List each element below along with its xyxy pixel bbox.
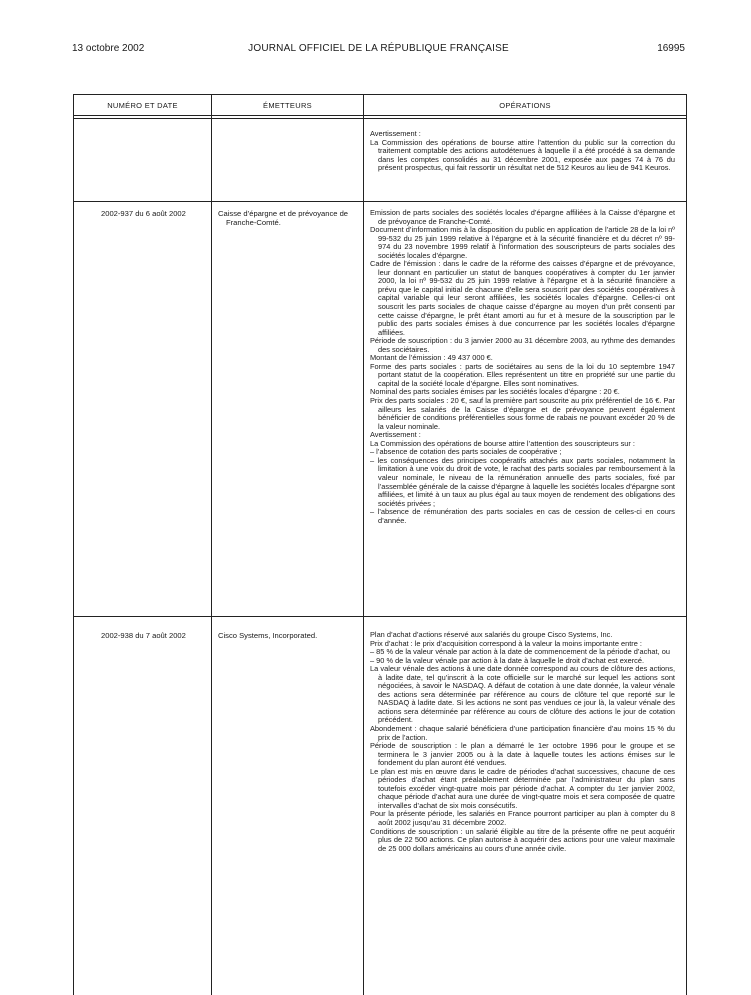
paragraph: Avertissement : <box>370 129 421 138</box>
issuer-name: Caisse d’épargne et de prévoyance de Franche-Comté. <box>218 209 349 227</box>
paragraph: Plan d’achat d’actions réservé aux salariés du groupe Cisco Systems, Inc. <box>370 630 613 639</box>
list-item: – l’absence de cotation des parts sociales de coopérative ; <box>370 447 562 457</box>
column-header-issuers: ÉMETTEURS <box>263 101 312 110</box>
operations-cell <box>370 631 675 853</box>
paragraph: La valeur vénale des actions à une date donnée correspond au cours de clôture des actions, à ladite date, tel qu’inscrit à la cote officielle sur le marché sur lequel les actions sont négociées, à savoir le NASDAQ. A défaut de cotation à une date donnée, la valeur vénale des actions sera déterminée par référence au cours de clôture tel que reporté sur le NASDAQ à ladite date. Si les actions ne sont pas vendues ce jour là, la valeur vénale des actions sera déterminée par référence au cours de clôture des actions le jour de cotation précédent. <box>370 664 675 725</box>
operations-cell <box>370 130 675 173</box>
operation-number: 2002-937 du 6 août 2002 <box>101 209 186 218</box>
paragraph: Montant de l’émission : 49 437 000 €. <box>370 353 493 363</box>
header-rule <box>74 118 686 119</box>
journal-title: JOURNAL OFFICIEL DE LA RÉPUBLIQUE FRANÇAISE <box>248 43 509 54</box>
row-divider <box>74 616 686 617</box>
row-divider <box>74 201 686 202</box>
paragraph: La Commission des opérations de bourse attire l’attention des souscripteurs sur : <box>370 438 635 448</box>
paragraph: Pour la présente période, les salariés en France pourront participer au plan à compter du 8 août 2002 jusqu’au 31 décembre 2002. <box>370 809 675 828</box>
list-item: – les conséquences des principes coopératifs attachés aux parts sociales, notamment la limitation à une voix du droit de vote, le rachat des parts sociales par remboursement à la valeur nominale, le niveau de la rémunération annuelle des parts sociales, fixé par l’assemblée générale de la caisse d’épargne à laquelle les sociétés locales d’épargne sont affiliées, et limité à un taux au plus égal au taux moyen de rendement des obligations des sociétés privées ; <box>370 455 675 508</box>
issuer-name: Cisco Systems, Incorporated. <box>218 631 318 640</box>
paragraph: Le plan est mis en œuvre dans le cadre de périodes d’achat successives, chacune de ces périodes d’achat étant préalablement déterminée par l’administrateur du plan sans toutefois excéder vingt-quatre mois par période d’achat. A compter du 1er janvier 2002, chaque période d’achat aura une durée de vingt-quatre mois et sera composée de quatre intervalles d’achat de six mois consécutifs. <box>370 766 675 810</box>
paragraph: Document d’information mis à la disposition du public en application de l’article 28 de la loi nº 99-532 du 25 juin 1999 relative à l’épargne et à la sécurité financière et du décret nº 99-974 du 23 novembre 1999 relatif à l’information des souscripteurs de parts sociales des sociétés locales d’épargne. <box>370 225 675 260</box>
paragraph: Nominal des parts sociales émises par les sociétés locales d’épargne : 20 €. <box>370 387 620 397</box>
page-number: 16995 <box>657 43 685 54</box>
paragraph: Prix d’achat : le prix d’acquisition correspond à la valeur la moins importante entre : <box>370 638 642 648</box>
header-date: 13 octobre 2002 <box>72 43 145 54</box>
paragraph: La Commission des opérations de bourse attire l’attention du public sur la correction du traitement comptable des actions autodétenues à laquelle il a été procédé à sa demande dans les comptes consolidés au 31 décembre 2001, exposée aux pages 74 à 76 du présent prospectus, qui fait ressortir un résultat net de 512 Keuros au lieu de 941 Keuros. <box>370 137 675 173</box>
header-rule <box>74 115 686 116</box>
column-header-operations: OPÉRATIONS <box>499 101 551 110</box>
operations-table <box>73 94 687 995</box>
page-header <box>72 43 685 57</box>
column-header-number: NUMÉRO ET DATE <box>107 101 178 110</box>
operation-number: 2002-938 du 7 août 2002 <box>101 631 186 640</box>
paragraph: Avertissement : <box>370 430 421 440</box>
list-item: – 85 % de la valeur vénale par action à la date de commencement de la période d’achat, ou <box>370 647 670 657</box>
column-divider <box>363 95 364 995</box>
paragraph: Cadre de l’émission : dans le cadre de la réforme des caisses d’épargne et de prévoyance, leur donnant en particulier un statut de banques coopératives à compter du 1er janvier 2000, la loi nº 99-532 du 25 juin 1999 relative à l’épargne et à la sécurité financière a prévu que le capital initial de chacune d’elle sera souscrit par des sociétés coopératives à capital variable qui leur seront affiliées, les sociétés locales d’épargne. Celles-ci ont souscrit les parts sociales de chaque caisse d’épargne au moyen d’un prêt consenti par cette caisse d’épargne, le prêt étant amorti au fur et à mesure de la souscription par le public des parts sociales émises à due concurrence par les sociétés locales d’épargne affiliées. <box>370 259 675 337</box>
list-item: – 90 % de la valeur vénale par action à la date à laquelle le droit d’achat est exercé. <box>370 655 645 665</box>
paragraph: Emission de parts sociales des sociétés locales d’épargne affiliées à la Caisse d’épargne et de prévoyance de Franche-Comté. <box>370 208 675 226</box>
paragraph: Période de souscription : le plan a démarré le 1er octobre 1996 pour le groupe et se terminera le 3 janvier 2005 ou à la date à laquelle toutes les actions émises sur le fondement du plan auront été vendues. <box>370 741 675 768</box>
paragraph: Prix des parts sociales : 20 €, sauf la première part souscrite au prix préférentiel de 16 €. Par ailleurs les salariés de la Caisse d’épargne et de prévoyance peuvent également bénéficier de conditions préférentielles sous forme de rabais ne pouvant excéder 20 % de la valeur nominale. <box>370 396 675 431</box>
paragraph: Conditions de souscription : un salarié éligible au titre de la présente offre ne peut acquérir plus de 22 500 actions. Ce plan autorise à acquérir des actions pour une valeur maximale de 25 000 dollars américains au cours d’une année civile. <box>370 826 675 853</box>
paragraph: Forme des parts sociales : parts de sociétaires au sens de la loi du 10 septembre 1947 portant statut de la coopération. Elles représentent un titre en propriété sur une partie du capital de la société locale d’épargne. Elles sont nominatives. <box>370 361 675 388</box>
operations-cell <box>370 209 675 525</box>
column-divider <box>211 95 212 995</box>
paragraph: Période de souscription : du 3 janvier 2000 au 31 décembre 2003, au rythme des demandes des sociétaires. <box>370 336 675 354</box>
paragraph: Abondement : chaque salarié bénéficiera d’une participation financière d’au moins 15 % du prix de l’action. <box>370 724 675 742</box>
list-item: – l’absence de rémunération des parts sociales en cas de cession de celles-ci en cours d’année. <box>370 507 675 525</box>
